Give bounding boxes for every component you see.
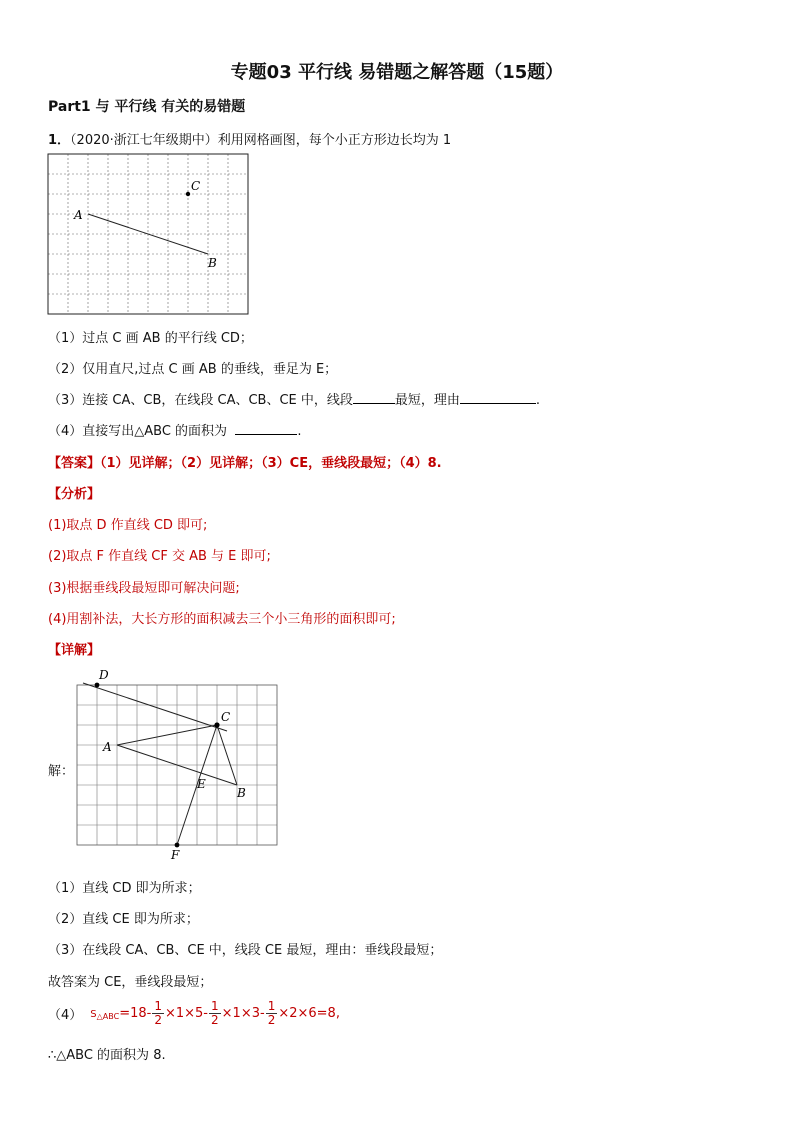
segment-ca bbox=[117, 725, 217, 745]
answer-blank-segment[interactable] bbox=[353, 391, 395, 404]
formula-part-3: ×1×3- bbox=[221, 1006, 265, 1021]
sub-question-2: （2）仅用直尺,过点 C 画 AB 的垂线，垂足为 E； bbox=[48, 362, 338, 377]
label-a: A bbox=[103, 740, 112, 754]
sub-question-3 bbox=[48, 389, 540, 408]
analysis-item-2: (2)取点 F 作直线 CF 交 AB 与 E 即可; bbox=[48, 549, 271, 564]
point-c bbox=[214, 722, 219, 727]
formula-part-1: =18- bbox=[119, 1006, 152, 1021]
formula-prefix: （4） bbox=[48, 1008, 83, 1023]
answer-blank-area[interactable] bbox=[235, 422, 297, 435]
formula-subscript: △ABC bbox=[96, 1012, 120, 1021]
answer-blank-reason[interactable] bbox=[460, 391, 536, 404]
sub-question-1: （1）过点 C 画 AB 的平行线 CD； bbox=[48, 331, 253, 346]
solve-label: 解： bbox=[48, 764, 75, 779]
question-text: （2020·浙江七年级期中）利用网格画图，每个小正方形边长均为 1 bbox=[70, 133, 452, 148]
detail-tag: 【详解】 bbox=[48, 643, 101, 658]
sub-question-3-text-b: 最短，理由 bbox=[394, 393, 460, 408]
fraction-1: $\frac{1}{2}$ bbox=[154, 999, 162, 1027]
area-formula bbox=[48, 1000, 340, 1027]
figure-1-grid bbox=[47, 152, 250, 316]
sub-question-4-text: （4）直接写出△ABC 的面积为 bbox=[48, 424, 228, 439]
sub-question-4-end: . bbox=[297, 424, 302, 439]
detail-line-3: （3）在线段 CA、CB、CE 中，线段 CE 最短，理由：垂线段最短； bbox=[48, 943, 443, 958]
sub-question-3-text-a: （3）连接 CA、CB，在线段 CA、CB、CE 中，线段 bbox=[48, 393, 353, 408]
formula-s: S bbox=[90, 1009, 97, 1020]
label-a: A bbox=[74, 208, 83, 222]
formula-body bbox=[90, 1000, 340, 1027]
label-c: C bbox=[191, 179, 201, 193]
label-e: E bbox=[197, 777, 206, 791]
label-f: F bbox=[171, 848, 180, 862]
page-title: 专题03 平行线 易错题之解答题（15题） bbox=[230, 62, 564, 83]
sub-question-4 bbox=[48, 420, 301, 439]
detail-line-1: （1）直线 CD 即为所求； bbox=[48, 881, 201, 896]
answer-line bbox=[48, 452, 442, 471]
conclusion bbox=[48, 1044, 166, 1063]
answer-tag: 【答案】 bbox=[48, 456, 101, 471]
point-f bbox=[175, 843, 180, 848]
label-b: B bbox=[208, 256, 217, 270]
formula-part-4: ×2×6=8, bbox=[278, 1006, 340, 1021]
answer-text: （1）见详解；（2）见详解；（3）CE，垂线段最短；（4）8. bbox=[100, 456, 442, 471]
question-number: 1． bbox=[48, 133, 71, 148]
fraction-3: $\frac{1}{2}$ bbox=[267, 999, 276, 1027]
fraction-2: $\frac{1}{2}$ bbox=[211, 999, 219, 1027]
point-d bbox=[95, 683, 100, 688]
conclusion-text: ∴△ABC 的面积为 8. bbox=[48, 1048, 166, 1063]
sub-question-3-end: . bbox=[535, 393, 541, 408]
analysis-tag: 【分析】 bbox=[48, 487, 101, 502]
analysis-item-1: (1)取点 D 作直线 CD 即可; bbox=[48, 518, 208, 533]
detail-line-4: 故答案为 CE，垂线段最短； bbox=[48, 975, 213, 990]
part-heading: Part1 与 平行线 有关的易错题 bbox=[48, 99, 246, 115]
label-b: B bbox=[237, 786, 246, 800]
formula-part-2: ×1×5- bbox=[164, 1006, 209, 1021]
line-cd bbox=[83, 683, 227, 731]
point-c bbox=[186, 192, 190, 196]
analysis-item-4: (4)用割补法，大长方形的面积减去三个小三角形的面积即可; bbox=[48, 612, 396, 627]
segment-cb bbox=[217, 725, 237, 785]
detail-line-2: （2）直线 CE 即为所求； bbox=[48, 912, 199, 927]
question-1-stem bbox=[48, 129, 451, 148]
figure-2-solution bbox=[73, 665, 281, 863]
label-d: D bbox=[99, 668, 109, 682]
label-c: C bbox=[221, 710, 231, 724]
analysis-item-3: (3)根据垂线段最短即可解决问题; bbox=[48, 581, 240, 596]
